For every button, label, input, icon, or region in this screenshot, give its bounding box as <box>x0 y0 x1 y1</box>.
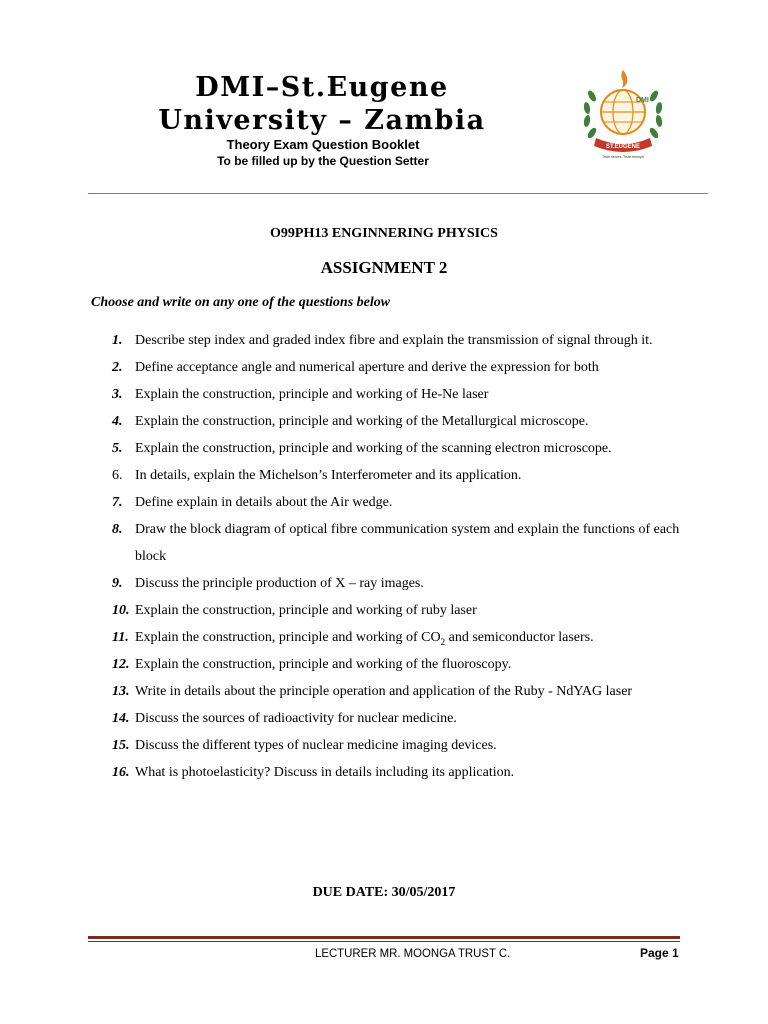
due-date: DUE DATE: 30/05/2017 <box>312 885 456 900</box>
question-item <box>112 516 692 570</box>
question-text: Explain the construction, principle and working of the Metallurgical microscope. <box>135 414 589 429</box>
question-text-part: and semiconductor lasers. <box>445 630 594 645</box>
question-text: Draw the block diagram of optical fibre communication system and explain the functions of each block <box>135 522 680 564</box>
subscript: 2 <box>440 636 446 647</box>
question-item <box>112 354 692 381</box>
question-number: 11. <box>112 630 129 645</box>
question-item <box>112 408 692 435</box>
question-text: In details, explain the Michelson’s Interferometer and its application. <box>135 468 522 483</box>
question-text: Describe step index and graded index fibre and explain the transmission of signal through it. <box>135 333 653 348</box>
question-number: 10. <box>112 603 130 618</box>
question-number: 7. <box>112 495 123 510</box>
question-number: 12. <box>112 657 130 672</box>
question-text: Write in details about the principle operation and application of the Ruby - NdYAG laser <box>135 684 633 699</box>
question-text: What is photoelasticity? Discuss in details including its application. <box>135 765 515 780</box>
question-text: Explain the construction, principle and working of He-Ne laser <box>135 387 489 402</box>
question-number: 14. <box>112 711 130 726</box>
booklet-subtitle: Theory Exam Question Booklet <box>226 137 420 152</box>
question-number: 6. <box>112 468 123 483</box>
course-title: O99PH13 ENGINNERING PHYSICS <box>270 226 498 241</box>
question-item <box>112 462 692 489</box>
footer-divider <box>88 936 680 939</box>
university-name-line1: DMI–St.Eugene <box>195 72 449 103</box>
question-text: Discuss the sources of radioactivity for nuclear medicine. <box>135 711 457 726</box>
question-number: 16. <box>112 765 130 780</box>
header-divider <box>88 193 708 194</box>
question-item <box>112 624 692 651</box>
question-number: 4. <box>112 414 123 429</box>
question-number: 8. <box>112 522 123 537</box>
question-number: 13. <box>112 684 130 699</box>
question-text: Discuss the principle production of X – ray images. <box>135 576 424 591</box>
question-item <box>112 327 692 354</box>
question-text: Define acceptance angle and numerical aperture and derive the expression for both <box>135 360 599 375</box>
instruction-text: Choose and write on any one of the questions below <box>91 295 391 310</box>
logo-banner-text: ST.EUGENE <box>605 144 641 150</box>
question-number: 3. <box>112 387 123 402</box>
question-text: Explain the construction, principle and working of the scanning electron microscope. <box>135 441 612 456</box>
question-number: 2. <box>112 360 123 375</box>
question-item <box>112 759 692 786</box>
question-list <box>112 327 692 786</box>
lecturer-name: LECTURER MR. MOONGA TRUST C. <box>315 946 511 960</box>
question-number: 5. <box>112 441 123 456</box>
question-item <box>112 435 692 462</box>
university-name <box>122 74 522 134</box>
question-item <box>112 705 692 732</box>
question-text: Explain the construction, principle and working of the fluoroscopy. <box>135 657 512 672</box>
logo-text: DMI <box>636 97 649 104</box>
university-name-line2: University – Zambia <box>158 105 486 136</box>
question-text <box>135 624 692 651</box>
setter-subtitle: To be filled up by the Question Setter <box>217 154 429 168</box>
footer-divider-thin <box>88 941 680 942</box>
logo-motto: Truth serves. Truth triumph <box>602 155 644 159</box>
question-item <box>112 732 692 759</box>
question-item <box>112 570 692 597</box>
question-text: Explain the construction, principle and working of ruby laser <box>135 603 477 618</box>
question-number: 1. <box>112 333 123 348</box>
assignment-title: ASSIGNMENT 2 <box>320 258 448 277</box>
question-item <box>112 381 692 408</box>
question-item <box>112 597 692 624</box>
question-item <box>112 651 692 678</box>
question-text: Define explain in details about the Air wedge. <box>135 495 393 510</box>
page-number: Page 1 <box>640 946 679 960</box>
university-crest-icon <box>578 66 668 162</box>
question-text: Discuss the different types of nuclear medicine imaging devices. <box>135 738 497 753</box>
question-text-part: Explain the construction, principle and working of CO <box>135 630 441 645</box>
question-number: 9. <box>112 576 123 591</box>
question-item <box>112 678 692 705</box>
question-number: 15. <box>112 738 130 753</box>
question-item <box>112 489 692 516</box>
